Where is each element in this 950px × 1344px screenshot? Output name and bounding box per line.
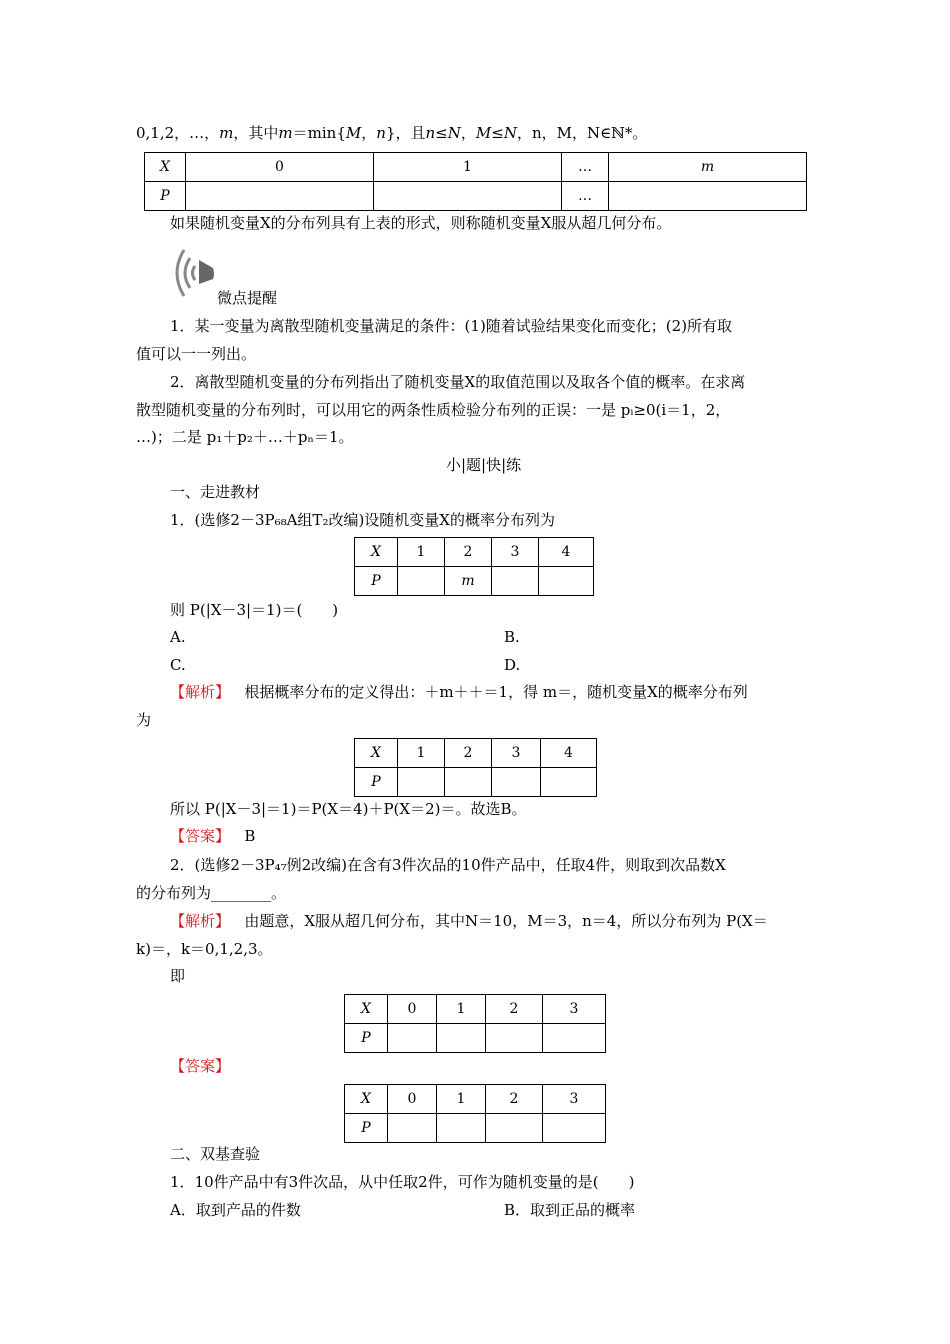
intro-values: 0,1,2，…，	[136, 124, 220, 142]
table-cell: 3	[543, 995, 606, 1024]
option-a: A.	[170, 628, 186, 646]
q1-ask: 则 P(|X－3|＝1)＝( )	[170, 601, 339, 619]
var-M: M	[345, 124, 362, 142]
table-cell: 2	[445, 739, 492, 768]
q2-ji: 即	[170, 967, 186, 985]
table-cell: 3	[492, 739, 541, 768]
table-cell: 1	[437, 1085, 486, 1114]
table-cell: X	[145, 153, 186, 182]
table-cell: X	[355, 538, 398, 567]
table-cell: 4	[541, 739, 597, 768]
tip-title: 微点提醒	[217, 289, 278, 307]
intro-text: ≤	[435, 124, 448, 142]
table-cell	[543, 1024, 606, 1053]
q2-analysis	[170, 911, 768, 931]
table-cell	[445, 768, 492, 797]
part2-option-a: A．取到产品的件数	[170, 1201, 301, 1219]
section-title: 小|题|快|练	[446, 456, 522, 474]
table-cell: 0	[388, 995, 437, 1024]
table-cell: P	[355, 768, 398, 797]
table-cell: 4	[539, 538, 594, 567]
var-N: N	[447, 124, 461, 142]
q1-table	[354, 537, 594, 596]
var-N: N	[503, 124, 517, 142]
var-m: m	[278, 124, 293, 142]
table-cell: P	[345, 1114, 388, 1143]
table-cell	[437, 1114, 486, 1143]
table-cell: 1	[398, 739, 445, 768]
analysis-label: 【解析】	[170, 683, 231, 701]
part2-q1-stem: 1．10件产品中有3件次品，从中任取2件，可作为随机变量的是( )	[170, 1173, 635, 1191]
hypergeometric-definition: 如果随机变量X的分布列具有上表的形式，则称随机变量X服从超几何分布。	[170, 214, 672, 232]
table-cell: X	[355, 739, 398, 768]
table-cell: X	[345, 995, 388, 1024]
intro-line	[136, 123, 647, 143]
hypergeometric-table	[144, 152, 807, 211]
q2-stem: 2．(选修2－3P₄₇例2改编)在含有3件次品的10件产品中，任取4件，则取到次品数X	[170, 856, 726, 874]
table-cell: m	[609, 153, 807, 182]
answer-label: 【答案】	[170, 827, 231, 845]
table-cell	[609, 182, 807, 211]
table-cell	[437, 1024, 486, 1053]
q2-analysis-cont: k)＝，k＝0,1,2,3。	[136, 940, 273, 958]
var-M: M	[475, 124, 492, 142]
intro-text: ，	[460, 124, 476, 142]
table-cell: 2	[486, 1085, 543, 1114]
broadcast-icon	[170, 244, 220, 302]
table-cell	[388, 1114, 437, 1143]
table-cell	[398, 567, 445, 596]
analysis-label: 【解析】	[170, 912, 231, 930]
var-n: n	[376, 124, 386, 142]
tip-paragraph-2-cont: …)；二是 p₁＋p₂＋…＋pₙ＝1。	[136, 428, 354, 446]
table-cell: 0	[186, 153, 374, 182]
q2-answer-table	[344, 1084, 606, 1143]
option-c: C.	[170, 656, 186, 674]
part2-option-b: B．取到正品的概率	[504, 1201, 636, 1219]
tip-paragraph-2-cont: 散型随机变量的分布列时，可以用它的两条性质检验分布列的正误：一是 pᵢ≥0(i＝1，2，	[136, 401, 731, 419]
analysis-text: 根据概率分布的定义得出：＋m＋＋＝1，得 m＝，随机变量X的概率分布列	[244, 683, 748, 701]
table-cell: 1	[437, 995, 486, 1024]
intro-text: ＝min{	[292, 124, 346, 142]
q1-analysis	[170, 682, 748, 702]
tip-paragraph-2: 2．离散型随机变量的分布列指出了随机变量X的取值范围以及取各个值的概率。在求离	[170, 373, 746, 391]
table-cell: 0	[388, 1085, 437, 1114]
intro-text: ≤	[491, 124, 504, 142]
q2-stem-cont: 的分布列为________。	[136, 884, 287, 902]
table-cell: 3	[492, 538, 539, 567]
table-cell: 1	[398, 538, 445, 567]
intro-text: ，	[361, 124, 377, 142]
analysis-text: 由题意，X服从超几何分布，其中N＝10，M＝3，n＝4，所以分布列为 P(X＝	[244, 912, 768, 930]
table-cell: X	[345, 1085, 388, 1114]
q2-answer-label: 【答案】	[170, 1057, 231, 1075]
q1-analysis-cont: 为	[136, 711, 152, 729]
var-m: m	[219, 124, 234, 142]
option-d: D.	[504, 656, 521, 674]
table-cell	[186, 182, 374, 211]
q1-stem: 1．(选修2－3P₆₈A组T₂改编)设随机变量X的概率分布列为	[170, 511, 555, 529]
table-cell	[543, 1114, 606, 1143]
table-cell	[539, 567, 594, 596]
table-cell: 2	[486, 995, 543, 1024]
intro-text: }，且	[385, 124, 426, 142]
table-cell: 1	[374, 153, 562, 182]
q1-conclusion: 所以 P(|X－3|＝1)＝P(X＝4)＋P(X＝2)＝。故选B。	[170, 800, 527, 818]
tip-paragraph-1: 1．某一变量为离散型随机变量满足的条件：(1)随着试验结果变化而变化；(2)所有取	[170, 317, 733, 335]
q1-analysis-table	[354, 738, 597, 797]
intro-text: ，其中	[233, 124, 279, 142]
table-cell	[374, 182, 562, 211]
table-cell: m	[445, 567, 492, 596]
table-cell: 2	[445, 538, 492, 567]
table-cell	[492, 567, 539, 596]
table-cell: P	[345, 1024, 388, 1053]
part1-heading: 一、走进教材	[170, 483, 261, 501]
table-cell: P	[145, 182, 186, 211]
table-cell: …	[562, 153, 609, 182]
table-cell: P	[355, 567, 398, 596]
table-cell	[541, 768, 597, 797]
tip-paragraph-1-cont: 值可以一一列出。	[136, 345, 257, 363]
table-cell	[492, 768, 541, 797]
q2-analysis-table	[344, 994, 606, 1053]
part2-heading: 二、双基查验	[170, 1145, 261, 1163]
option-b: B.	[504, 628, 520, 646]
intro-text: ，n，M，N∈ℕ*。	[516, 124, 648, 142]
table-cell: …	[562, 182, 609, 211]
table-cell: 3	[543, 1085, 606, 1114]
table-cell	[486, 1024, 543, 1053]
table-cell	[486, 1114, 543, 1143]
table-cell	[398, 768, 445, 797]
q1-answer	[170, 826, 255, 846]
table-cell	[388, 1024, 437, 1053]
answer-value: B	[244, 827, 256, 845]
var-n: n	[425, 124, 436, 142]
